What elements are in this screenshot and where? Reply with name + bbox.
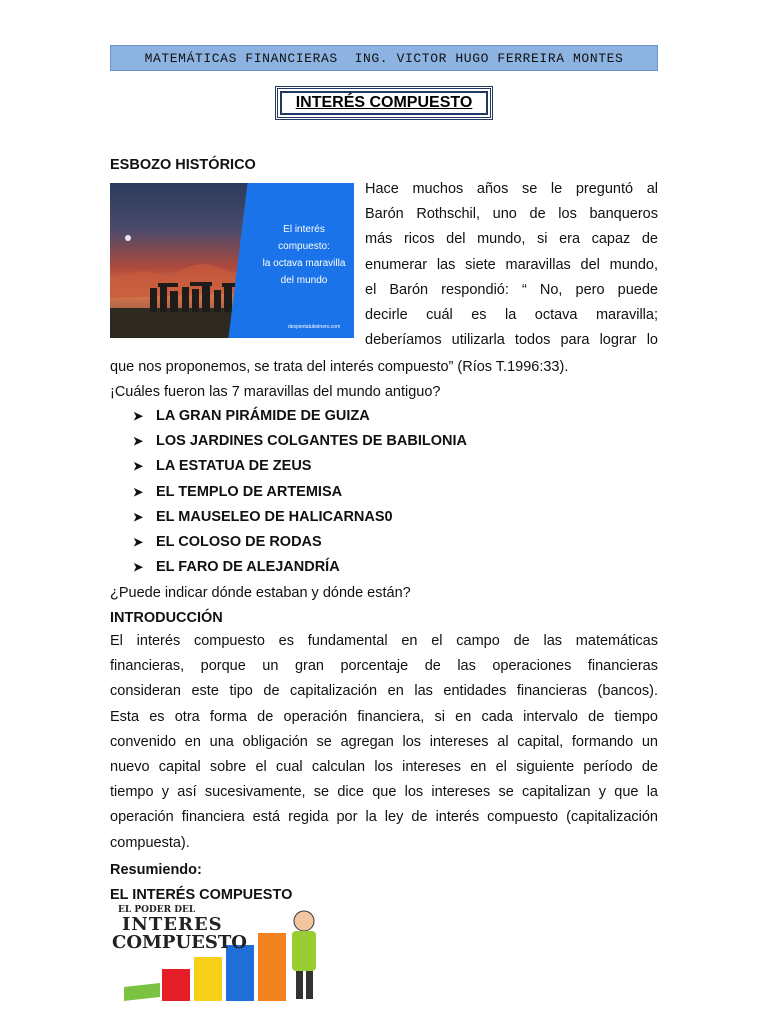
list-item: ➤ EL MAUSELEO DE HALICARNAS0: [133, 509, 393, 525]
location-question: ¿Puede indicar dónde estaban y dónde están?: [110, 585, 411, 601]
poder-interes-compuesto-image: [110, 905, 332, 1005]
document-header: MATEMÁTICAS FINANCIERAS ING. VICTOR HUGO FERREIRA MONTES: [110, 45, 658, 71]
list-item: ➤ LA GRAN PIRÁMIDE DE GUIZA: [133, 408, 370, 424]
arrow-bullet-icon: ➤: [133, 459, 144, 473]
list-item: ➤ EL TEMPLO DE ARTEMISA: [133, 484, 343, 500]
arrow-bullet-icon: ➤: [133, 535, 144, 549]
poder-line1: EL PODER DEL: [118, 905, 196, 915]
arrow-bullet-icon: ➤: [133, 434, 144, 448]
title-frame: [275, 86, 493, 120]
octava-maravilla-image: [110, 183, 354, 338]
list-item: ➤ EL FARO DE ALEJANDRÍA: [133, 559, 340, 575]
arrow-bullet-icon: ➤: [133, 409, 144, 423]
image-url: despiertatubolnero.com: [288, 324, 341, 330]
image-caption: El interés compuesto: la octava maravilla del mundo: [262, 224, 346, 286]
summary-heading: EL INTERÉS COMPUESTO: [110, 887, 293, 903]
poder-line3: COMPUESTO: [112, 932, 247, 953]
history-paragraph-end: que nos proponemos, se trata del interés compuesto” (Ríos T.1996:33).: [110, 359, 569, 375]
intro-paragraph: El interés compuesto es fundamental en el campo de las matemáticas financieras, porque un gran porcentaje de las operaciones financieras consideran este tipo de capitalización en las entidades financieras (bancos). Esta es otra forma de operación financiera, si en cada intervalo de tiempo convenido en una obligación se agregan los intereses al capital, formando un nuevo capital sobre el cual calculan los intereses en el siguiente período de tiempo y así sucesivamente, se dice que los intereses se capitalizan y que la operación financiera está regida por la ley de interés compuesto (capitalización compuesta).: [110, 633, 658, 851]
list-item: ➤ LOS JARDINES COLGANTES DE BABILONIA: [133, 433, 467, 449]
history-paragraph: Hace muchos años se le preguntó al Barón Rothschil, uno de los banqueros más ricos del mundo, si era capaz de enumerar las siete maravillas del mundo, el Barón respondió: “ No, pero puede decirle cuál es la octava maravilla; deberíamos utilizarla todos para lograr lo: [365, 181, 658, 349]
wonders-question: ¡Cuáles fueron las 7 maravillas del mundo antiguo?: [110, 384, 441, 400]
page-title: INTERÉS COMPUESTO: [280, 91, 488, 115]
arrow-bullet-icon: ➤: [133, 560, 144, 574]
intro-heading: INTRODUCCIÓN: [110, 610, 223, 626]
summary-label: Resumiendo:: [110, 862, 202, 878]
poder-line2: INTERES: [122, 914, 223, 935]
history-heading: ESBOZO HISTÓRICO: [110, 157, 256, 173]
list-item: ➤ LA ESTATUA DE ZEUS: [133, 458, 312, 474]
arrow-bullet-icon: ➤: [133, 485, 144, 499]
list-item: ➤ EL COLOSO DE RODAS: [133, 534, 322, 550]
arrow-bullet-icon: ➤: [133, 510, 144, 524]
